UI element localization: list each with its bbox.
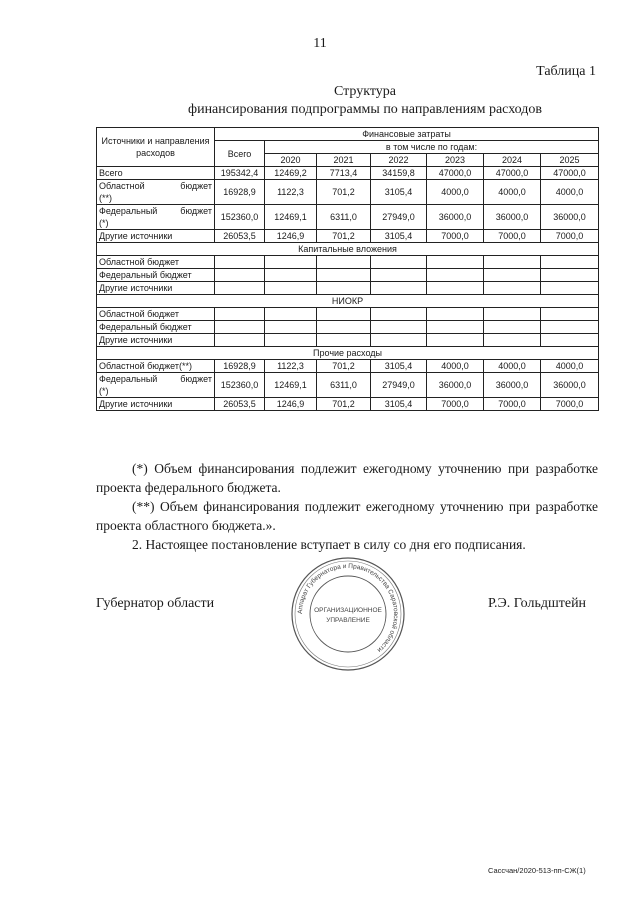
cell-value: 47000,0	[541, 167, 599, 180]
cell-value: 4000,0	[484, 360, 541, 373]
label-part: (**)	[99, 193, 112, 203]
row-label-other: Другие источники	[97, 334, 215, 347]
label-part: (*)	[99, 218, 109, 228]
cell-value: 16928,9	[215, 360, 265, 373]
cell-value: 7000,0	[427, 398, 484, 411]
header-year: 2021	[317, 154, 371, 167]
stamp-inner-ring	[310, 576, 386, 652]
footnote-regional: (**) Объем финансирования подлежит ежегодному уточнению при разработке проекта областного бюджета.».	[96, 499, 598, 533]
section-other-expenses: Прочие расходы	[97, 347, 599, 360]
cell-value: 3105,4	[371, 180, 427, 205]
label-part: (*)	[99, 386, 109, 396]
table-row	[97, 282, 599, 295]
header-year: 2025	[541, 154, 599, 167]
cell-value: 4000,0	[541, 360, 599, 373]
table-row	[97, 321, 599, 334]
header-total: Всего	[215, 141, 265, 167]
footnotes	[96, 459, 598, 554]
header-year: 2020	[265, 154, 317, 167]
cell-value: 7000,0	[541, 398, 599, 411]
label-part: бюджет	[180, 374, 212, 384]
cell-value: 26053,5	[215, 230, 265, 243]
cell-value: 3105,4	[371, 398, 427, 411]
section-capital: Капитальные вложения	[97, 243, 599, 256]
label-part: Федеральный	[99, 206, 158, 216]
row-label-other: Другие источники	[97, 230, 215, 243]
page-number: 11	[313, 36, 327, 51]
table-row	[97, 205, 599, 230]
section-niokr: НИОКР	[97, 295, 599, 308]
cell-value: 7000,0	[484, 230, 541, 243]
cell-value: 27949,0	[371, 373, 427, 398]
cell-value: 36000,0	[484, 205, 541, 230]
cell-value: 1246,9	[265, 398, 317, 411]
cell-value: 16928,9	[215, 180, 265, 205]
document-code: Сассчан/2020-513-пп-СЖ(1)	[488, 866, 586, 875]
cell-value: 1122,3	[265, 360, 317, 373]
cell-value: 7000,0	[484, 398, 541, 411]
row-label-regional: Областной бюджет	[97, 256, 215, 269]
stamp-ring-textpath: Аппарат Губернатора и Правительства Саратовской области	[296, 562, 400, 654]
cell-value: 34159,8	[371, 167, 427, 180]
row-label-regional: Областной бюджет(**)	[97, 360, 215, 373]
cell-value: 36000,0	[541, 205, 599, 230]
official-stamp	[287, 556, 409, 672]
cell-value: 1246,9	[265, 230, 317, 243]
row-label-other: Другие источники	[97, 398, 215, 411]
cell-value: 27949,0	[371, 205, 427, 230]
cell-value: 152360,0	[215, 205, 265, 230]
section-row	[97, 243, 599, 256]
cell-value: 3105,4	[371, 360, 427, 373]
table-row	[97, 360, 599, 373]
cell-value: 4000,0	[427, 360, 484, 373]
table-title-line2: финансирования подпрограммы по направлениям расходов	[188, 102, 542, 117]
table-row	[97, 269, 599, 282]
cell-value: 701,2	[317, 180, 371, 205]
cell-value: 36000,0	[427, 373, 484, 398]
table-row	[97, 167, 599, 180]
cell-value: 7000,0	[541, 230, 599, 243]
cell-value: 7000,0	[427, 230, 484, 243]
row-label-other: Другие источники	[97, 282, 215, 295]
header-year: 2022	[371, 154, 427, 167]
cell-value: 701,2	[317, 398, 371, 411]
stamp-outer-ring	[292, 558, 404, 670]
header-by-years: в том числе по годам:	[265, 141, 599, 154]
table-title-line1: Структура	[333, 84, 397, 99]
row-label-federal	[97, 373, 215, 398]
label-part: бюджет	[180, 181, 212, 191]
section-row	[97, 295, 599, 308]
label-part: Областной	[99, 181, 145, 191]
row-label-federal	[97, 205, 215, 230]
cell-value: 36000,0	[541, 373, 599, 398]
row-label-federal: Федеральный бюджет	[97, 321, 215, 334]
cell-value: 195342,4	[215, 167, 265, 180]
table-row	[97, 180, 599, 205]
cell-value: 701,2	[317, 230, 371, 243]
cell-value: 47000,0	[484, 167, 541, 180]
cell-value: 12469,2	[265, 167, 317, 180]
row-label-regional: Областной бюджет	[97, 308, 215, 321]
cell-value: 47000,0	[427, 167, 484, 180]
cell-value: 6311,0	[317, 205, 371, 230]
label-part: бюджет	[180, 206, 212, 216]
header-year: 2024	[484, 154, 541, 167]
header-sources: Источники и направления расходов	[97, 128, 215, 167]
row-label-total: Всего	[97, 167, 215, 180]
table-row	[97, 398, 599, 411]
signatory-name: Р.Э. Гольдштейн	[488, 596, 587, 611]
header-fin-costs: Финансовые затраты	[215, 128, 599, 141]
table-row	[97, 334, 599, 347]
cell-value: 4000,0	[484, 180, 541, 205]
table-label: Таблица 1	[536, 64, 596, 79]
cell-value: 6311,0	[317, 373, 371, 398]
cell-value: 7713,4	[317, 167, 371, 180]
cell-value: 3105,4	[371, 230, 427, 243]
section-row	[97, 347, 599, 360]
cell-value: 152360,0	[215, 373, 265, 398]
cell-value: 12469,1	[265, 373, 317, 398]
cell-value: 701,2	[317, 360, 371, 373]
table-row	[97, 230, 599, 243]
cell-value: 1122,3	[265, 180, 317, 205]
cell-value: 36000,0	[484, 373, 541, 398]
stamp-center-line2: УПРАВЛЕНИЕ	[326, 617, 370, 624]
cell-value: 12469,1	[265, 205, 317, 230]
row-label-regional	[97, 180, 215, 205]
stamp-outer-ring-inner	[295, 561, 401, 667]
cell-value: 4000,0	[427, 180, 484, 205]
signatory-position: Губернатор области	[96, 596, 215, 611]
header-row-1	[97, 128, 599, 141]
row-label-federal: Федеральный бюджет	[97, 269, 215, 282]
cell-value: 4000,0	[541, 180, 599, 205]
header-year: 2023	[427, 154, 484, 167]
financing-table	[96, 127, 599, 411]
table-row	[97, 308, 599, 321]
cell-value: 26053,5	[215, 398, 265, 411]
cell-value: 36000,0	[427, 205, 484, 230]
footnote-federal: (*) Объем финансирования подлежит ежегодному уточнению при разработке проекта федерального бюджета.	[96, 461, 598, 495]
table-row	[97, 256, 599, 269]
table-row	[97, 373, 599, 398]
clause-2: 2. Настоящее постановление вступает в силу со дня его подписания.	[132, 537, 526, 552]
stamp-center-line1: ОРГАНИЗАЦИОННОЕ	[314, 607, 382, 614]
label-part: Федеральный	[99, 374, 158, 384]
